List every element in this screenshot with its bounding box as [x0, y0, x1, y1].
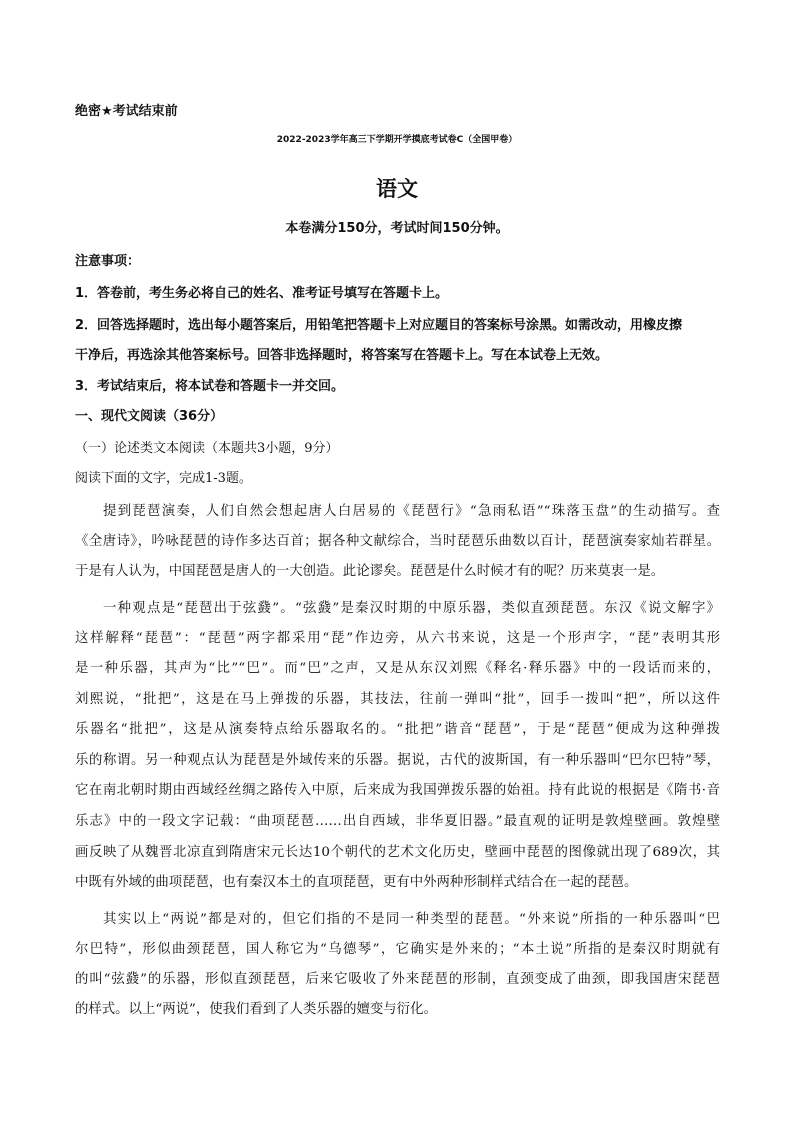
- passage-line: 尔巴特”，形似曲颈琵琶，国人称它为“乌德琴”，它确实是外来的；“本土说”所指的是秦汉时期就有: [75, 942, 720, 957]
- notice-item: 1．答卷前，考生务必将自己的姓名、准考证号填写在答题卡上。: [75, 286, 449, 301]
- passage-line: 的叫“弦鼗”的乐器，形似直颈琵琶，后来它吸收了外来琵琶的形制，直颈变成了曲颈，即我国唐宋琵琶: [75, 972, 720, 987]
- passage-line: 于是有人认为，中国琵琶是唐人的一大创造。此论谬矣。琵琶是什么时候才有的呢？历来莫衷一是。: [75, 564, 665, 579]
- passage-line: 中既有外域的曲项琵琶，也有秦汉本土的直项琵琶，更有中外两种形制样式结合在一起的琵琶。: [75, 875, 638, 890]
- full-score-note: 本卷满分150分，考试时间150分钟。: [285, 221, 509, 236]
- notice-item: 干净后，再选涂其他答案标号。回答非选择题时，将答案写在答题卡上。写在本试卷上无效。: [75, 348, 609, 363]
- passage-line: 这样解释“琵琶”：“琵琶”两字都采用“琵”作边旁，从六书来说，这是一个形声字，“琵”表明其形: [75, 631, 720, 646]
- notice-item: 2．回答选择题时，选出每小题答案后，用铅笔把答题卡上对应题目的答案标号涂黑。如需改动，用橡皮擦: [75, 318, 683, 333]
- passage-line: 《全唐诗》，吟咏琵琶的诗作多达百首；据各种文献综合，当时琵琶乐曲数以百计，琵琶演奏家灿若群星。: [75, 534, 720, 549]
- passage-line: 乐志》中的一段文字记载：“曲项琵琶……出自西域，非华夏旧器。”最直观的证明是敦煌壁画。敦煌壁: [75, 814, 720, 829]
- passage-line: 提到琵琶演奏，人们自然会想起唐人白居易的《琵琶行》“急雨私语”“珠落玉盘”的生动描写。查: [103, 504, 720, 519]
- notice-item: 3．考试结束后，将本试卷和答题卡一并交回。: [75, 379, 345, 394]
- reading-instruction: 阅读下面的文字，完成1-3题。: [75, 471, 252, 486]
- passage-line: 乐的称谓。另一种观点认为琵琶是外域传来的乐器。据说，古代的波斯国，有一种乐器叫“巴尔巴特”琴，: [75, 753, 720, 768]
- passage-line: 的样式。以上“两说”，使我们看到了人类乐器的嬗变与衍化。: [75, 1002, 437, 1017]
- passage-line: 乐器名“批把”，这是从演奏特点给乐器取名的。“批把”谐音“琵琶”，于是“琵琶”便成为这种弹拨: [75, 722, 720, 737]
- exam-title: 2022-2023学年高三下学期开学摸底考试卷C（全国甲卷）: [276, 135, 518, 145]
- passage-line: 刘熙说，“批把”，这是在马上弹拨的乐器，其技法，往前一弹叫“批”，回手一拨叫“把”，所以这件: [75, 692, 720, 707]
- section-heading: 一、现代文阅读（36分）: [75, 409, 224, 424]
- passage-line: 它在南北朝时期由西域经丝绸之路传入中原，后来成为我国弹拨乐器的始祖。持有此说的根据是《隋书·音: [75, 783, 720, 798]
- passage-line: 一种观点是“琵琶出于弦鼗”。“弦鼗”是秦汉时期的中原乐器，类似直颈琵琶。东汉《说文解字》: [103, 601, 720, 616]
- secret-mark: 绝密★考试结束前: [75, 104, 178, 119]
- sub-section-heading: （一）论述类文本阅读（本题共3小题，9分）: [75, 441, 339, 456]
- passage-line: 是一种乐器，其声为“比”“巴”。而“巴”之声，又是从东汉刘熙《释名·释乐器》中的一段话而来的，: [75, 661, 720, 676]
- notice-heading: 注意事项：: [75, 254, 141, 269]
- passage-line: 其实以上“两说”都是对的，但它们指的不是同一种类型的琵琶。“外来说”所指的一种乐器叫“巴: [103, 912, 720, 927]
- subject-title: 语文: [376, 177, 418, 201]
- passage-line: 画反映了从魏晋北凉直到隋唐宋元长达10个朝代的艺术文化历史，壁画中琵琶的图像就出现了689次，其: [75, 845, 720, 860]
